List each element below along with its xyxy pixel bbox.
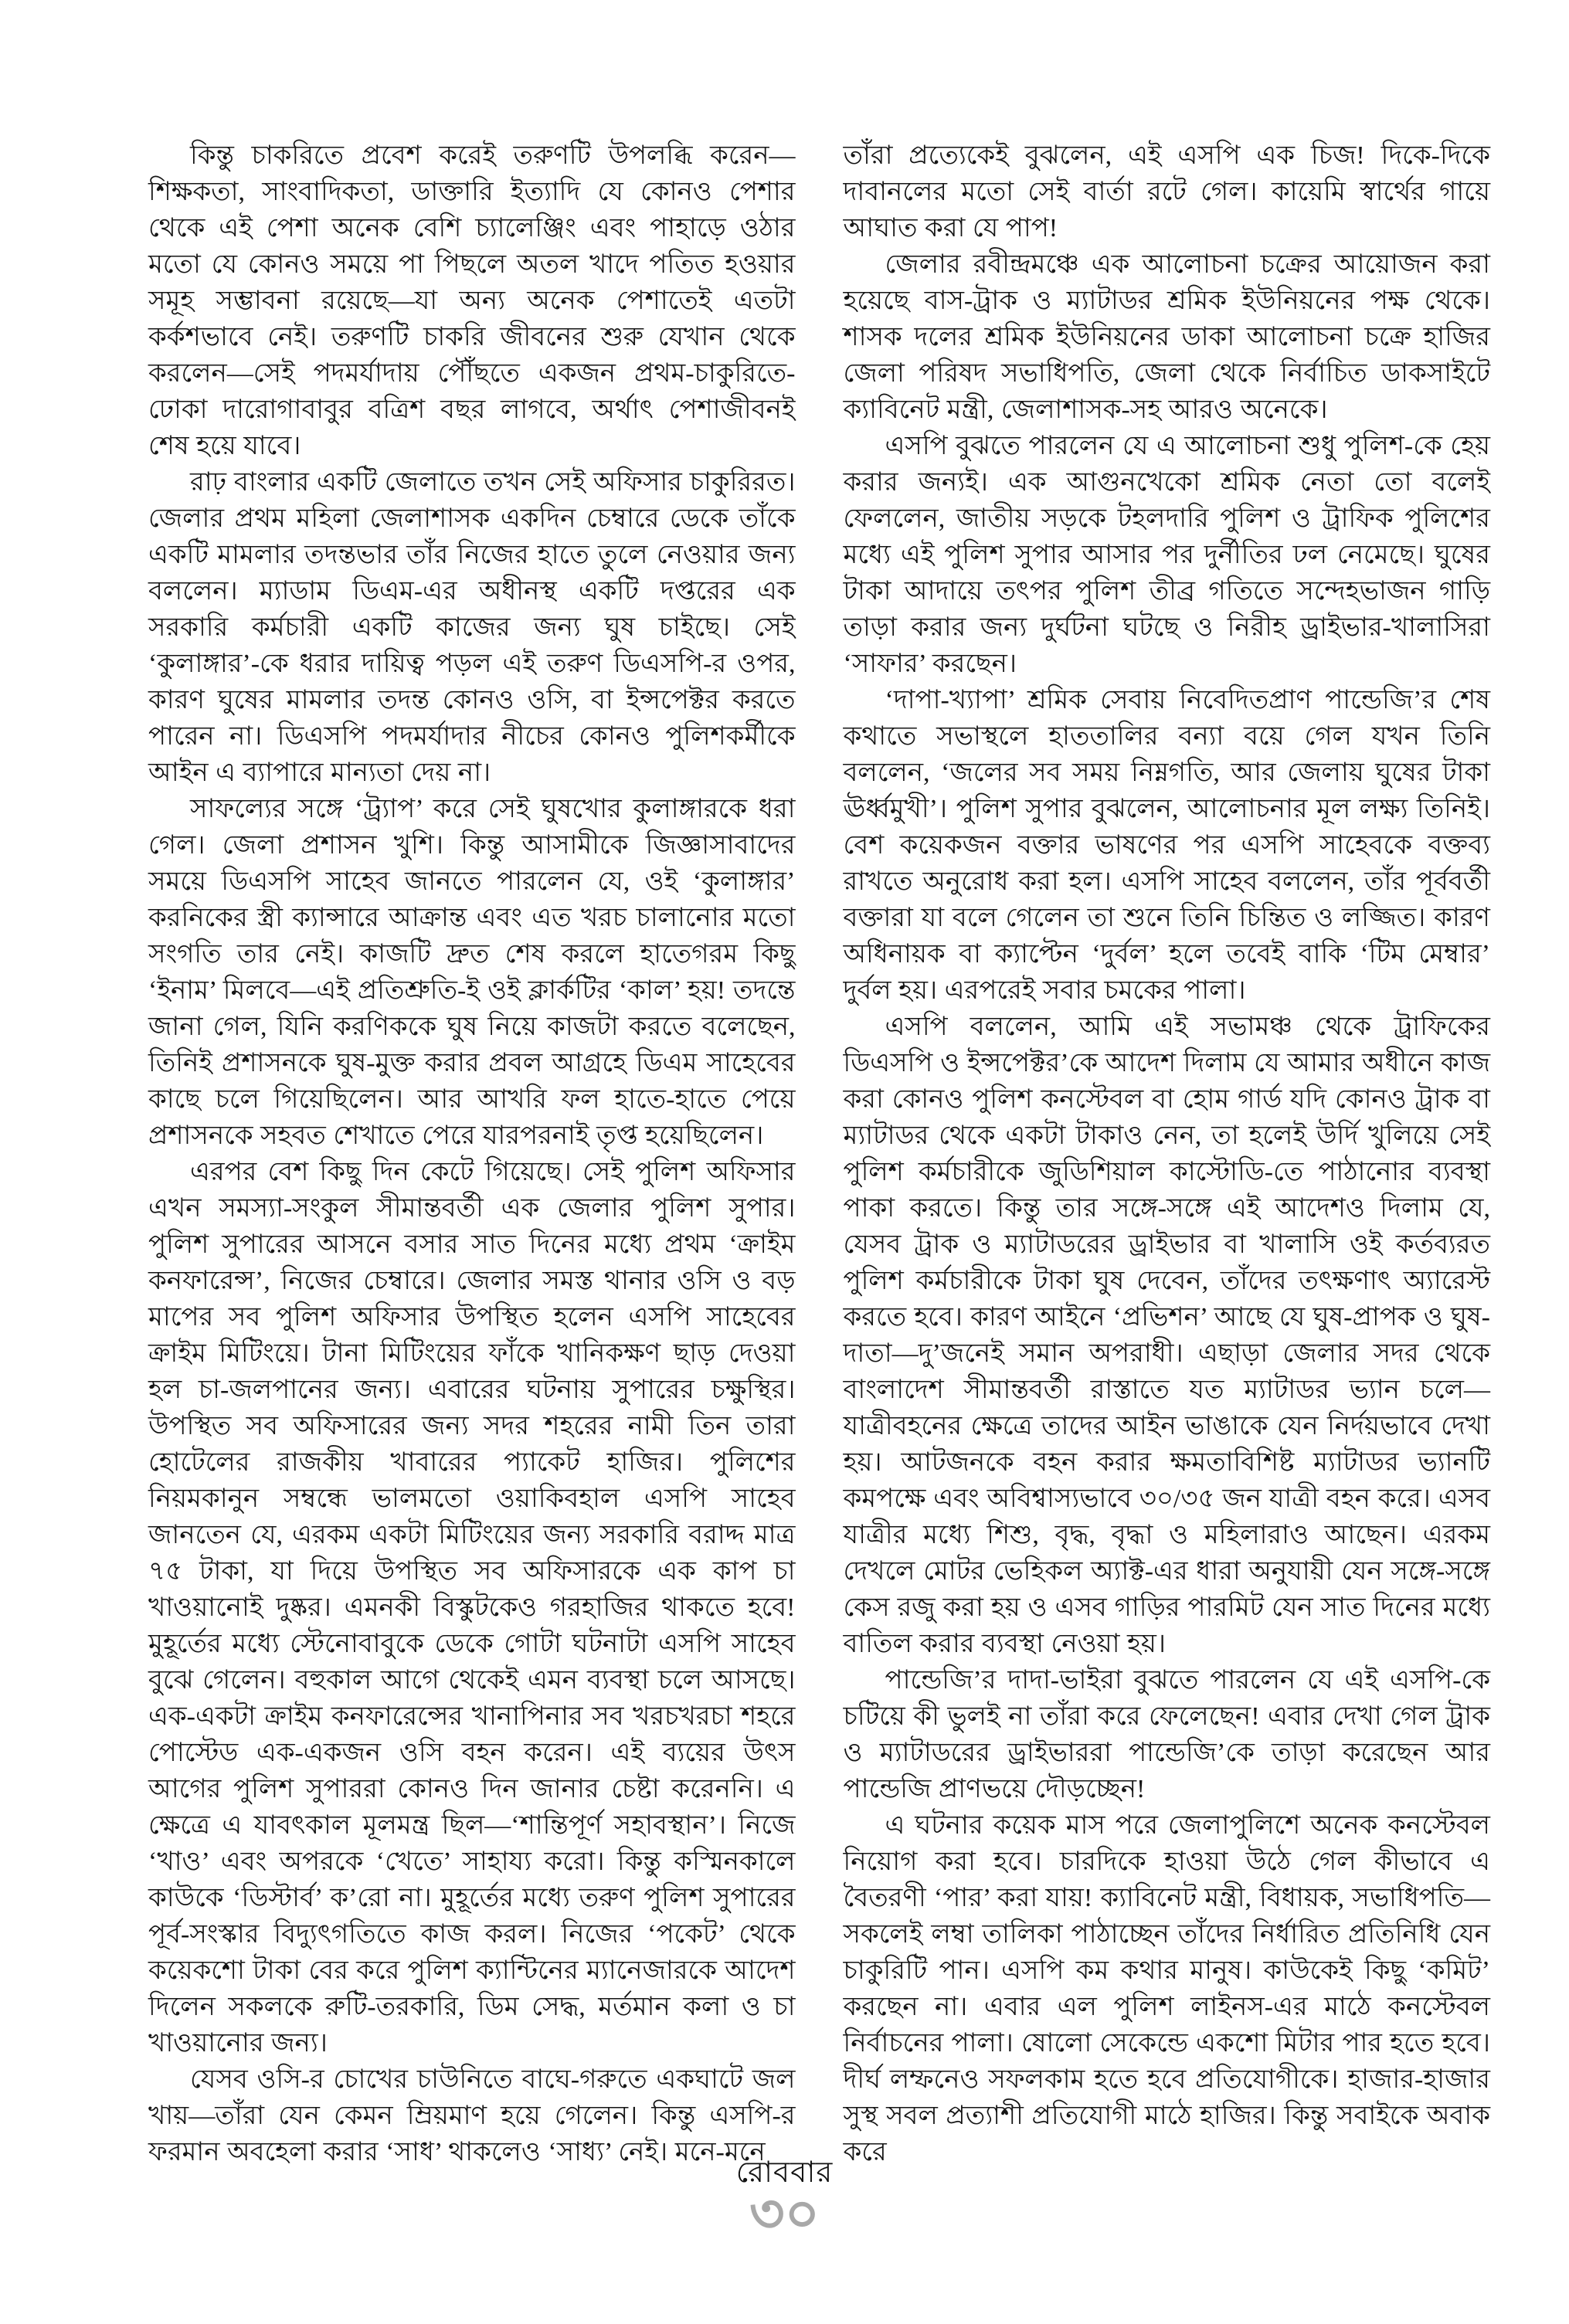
page-number: ৩০ (749, 2185, 820, 2244)
article-body (148, 137, 1490, 2166)
left-column (148, 137, 796, 2166)
paragraph: জেলার রবীন্দ্রমঞ্চে এক আলোচনা চক্রের আয়োজন করা হয়েছে বাস-ট্রাক ও ম্যাটাডর শ্রমিক ইউনিয়নের পক্ষ থেকে। শাসক দলের শ্রমিক ইউনিয়নের ডাকা আলোচনা চক্রে হাজির জেলা পরিষদ সভাধিপতি, জেলা থেকে নির্বাচিত ডাকসাইটে ক্যাবিনেট মন্ত্রী, জেলাশাসক-সহ আরও অনেকে। (843, 250, 1490, 424)
paragraph: সাফল্যের সঙ্গে ‘ট্র্যাপ’ করে সেই ঘুষখোর কুলাঙ্গারকে ধরা গেল। জেলা প্রশাসন খুশি। কিন্তু আসামীকে জিজ্ঞাসাবাদের সময়ে ডিএসপি সাহেব জানতে পারলেন যে, ওই ‘কুলাঙ্গার’ করনিকের স্ত্রী ক্যান্সারে আক্রান্ত এবং এত খরচ চালানোর মতো সংগতি তার নেই। কাজটি দ্রুত শেষ করলে হাতেগরম কিছু ‘ইনাম’ মিলবে—এই প্রতিশ্রুতি-ই ওই ক্লার্কটির ‘কাল’ হয়! তদন্তে জানা গেল, যিনি করণিককে ঘুষ নিয়ে কাজটা করতে বলেছেন, তিনিই প্রশাসনকে ঘুষ-মুক্ত করার প্রবল আগ্রহে ডিএম সাহেবের কাছে চলে গিয়েছিলেন। আর আখরি ফল হাতে-হাতে পেয়ে প্রশাসনকে সহবত শেখাতে পেরে যারপরনাই তৃপ্ত হয়েছিলেন। (148, 795, 796, 1150)
paragraph: ‘দাপা-খ্যাপা’ শ্রমিক সেবায় নিবেদিতপ্রাণ পান্ডেজি’র শেষ কথাতে সভাস্থলে হাততালির বন্যা বয়ে গেল যখন তিনি বললেন, ‘জলের সব সময় নিম্নগতি, আর জেলায় ঘুষের টাকা ঊর্ধ্বমুখী’। পুলিশ সুপার বুঝলেন, আলোচনার মূল লক্ষ্য তিনিই। বেশ কয়েকজন বক্তার ভাষণের পর এসপি সাহেবকে বক্তব্য রাখতে অনুরোধ করা হল। এসপি সাহেব বললেন, তাঁর পূর্ববর্তী বক্তারা যা বলে গেলেন তা শুনে তিনি চিন্তিত ও লজ্জিত। কারণ অধিনায়ক বা ক্যাপ্টেন ‘দুর্বল’ হলে তবেই বাকি ‘টিম মেম্বার’ দুর্বল হয়। এরপরেই সবার চমকের পালা। (843, 686, 1490, 1005)
paragraph: যেসব ওসি-র চোখের চাউনিতে বাঘে-গরুতে একঘাটে জল খায়—তাঁরা যেন কেমন ম্রিয়মাণ হয়ে গেলেন। কিন্তু এসপি-র ফরমান অবহেলা করার ‘সাধ’ থাকলেও ‘সাধ্য’ নেই। মনে-মনে (148, 2065, 796, 2166)
paragraph: এ ঘটনার কয়েক মাস পরে জেলাপুলিশে অনেক কনস্টেবল নিয়োগ করা হবে। চারদিকে হাওয়া উঠে গেল কীভাবে এ বৈতরণী ‘পার’ করা যায়! ক্যাবিনেট মন্ত্রী, বিধায়ক, সভাধিপতি—সকলেই লম্বা তালিকা পাঠাচ্ছেন তাঁদের নির্ধারিত প্রতিনিধি যেন চাকুরিটি পান। এসপি কম কথার মানুষ। কাউকেই কিছু ‘কমিট’ করছেন না। এবার এল পুলিশ লাইনস-এর মাঠে কনস্টেবল নির্বাচনের পালা। ষোলো সেকেন্ডে একশো মিটার পার হতে হবে। দীর্ঘ লম্ফনেও সফলকাম হতে হবে প্রতিযোগীকে। হাজার-হাজার সুস্থ সবল প্রত্যাশী প্রতিযোগী মাঠে হাজির। কিন্তু সবাইকে অবাক করে (843, 1811, 1490, 2166)
magazine-title: রোববার (735, 2156, 834, 2189)
paragraph: রাঢ় বাংলার একটি জেলাতে তখন সেই অফিসার চাকুরিরত। জেলার প্রথম মহিলা জেলাশাসক একদিন চেম্বারে ডেকে তাঁকে একটি মামলার তদন্তভার তাঁর নিজের হাতে তুলে নেওয়ার জন্য বললেন। ম্যাডাম ডিএম-এর অধীনস্থ একটি দপ্তরের এক সরকারি কর্মচারী একটি কাজের জন্য ঘুষ চাইছে। সেই ‘কুলাঙ্গার’-কে ধরার দায়িত্ব পড়ল এই তরুণ ডিএসপি-র ওপর, কারণ ঘুষের মামলার তদন্ত কোনও ওসি, বা ইন্সপেক্টর করতে পারেন না। ডিএসপি পদমর্যাদার নীচের কোনও পুলিশকর্মীকে আইন এ ব্যাপারে মান্যতা দেয় না। (148, 468, 796, 787)
paragraph: কিন্তু চাকরিতে প্রবেশ করেই তরুণটি উপলব্ধি করেন—শিক্ষকতা, সাংবাদিকতা, ডাক্তারি ইত্যাদি যে কোনও পেশার থেকে এই পেশা অনেক বেশি চ্যালেঞ্জিং এবং পাহাড়ে ওঠার মতো যে কোনও সময়ে পা পিছলে অতল খাদে পতিত হওয়ার সমূহ সম্ভাবনা রয়েছে—যা অন্য অনেক পেশাতেই এতটা কর্কশভাবে নেই। তরুণটি চাকরি জীবনের শুরু যেখান থেকে করলেন—সেই পদমর্যাদায় পৌঁছতে একজন প্রথম-চাকুরিতে-ঢোকা দারোগাবাবুর বত্রিশ বছর লাগবে, অর্থাৎ পেশাজীবনই শেষ হয়ে যাবে। (148, 141, 796, 460)
paragraph-continuation: তাঁরা প্রত্যেকেই বুঝলেন, এই এসপি এক চিজ! দিকে-দিকে দাবানলের মতো সেই বার্তা রটে গেল। কায়েমি স্বার্থের গায়ে আঘাত করা যে পাপ! (843, 141, 1490, 243)
right-column (843, 137, 1491, 2166)
paragraph: পান্ডেজি’র দাদা-ভাইরা বুঝতে পারলেন যে এই এসপি-কে চটিয়ে কী ভুলই না তাঁরা করে ফেলেছেন! এবার দেখা গেল ট্রাক ও ম্যাটাডরের ড্রাইভাররা পান্ডেজি’কে তাড়া করেছেন আর পান্ডেজি প্রাণভয়ে দৌড়চ্ছেন! (843, 1666, 1490, 1803)
page-footer (0, 2156, 1569, 2244)
paragraph: এরপর বেশ কিছু দিন কেটে গিয়েছে। সেই পুলিশ অফিসার এখন সমস্যা-সংকুল সীমান্তবর্তী এক জেলার পুলিশ সুপার। পুলিশ সুপারের আসনে বসার সাত দিনের মধ্যে প্রথম ‘ক্রাইম কনফারেন্স’, নিজের চেম্বারে। জেলার সমস্ত থানার ওসি ও বড় মাপের সব পুলিশ অফিসার উপস্থিত হলেন এসপি সাহেবের ক্রাইম মিটিংয়ে। টানা মিটিংয়ের ফাঁকে খানিকক্ষণ ছাড় দেওয়া হল চা-জলপানের জন্য। এবারের ঘটনায় সুপারের চক্ষুস্থির। উপস্থিত সব অফিসারের জন্য সদর শহরের নামী তিন তারা হোটেলের রাজকীয় খাবারের প্যাকেট হাজির। পুলিশের নিয়মকানুন সম্বন্ধে ভালমতো ওয়াকিবহাল এসপি সাহেব জানতেন যে, এরকম একটা মিটিংয়ের জন্য সরকারি বরাদ্দ মাত্র ৭৫ টাকা, যা দিয়ে উপস্থিত সব অফিসারকে এক কাপ চা খাওয়ানোই দুষ্কর। এমনকী বিস্কুটকেও গরহাজির থাকতে হবে! মুহূর্তের মধ্যে স্টেনোবাবুকে ডেকে গোটা ঘটনাটা এসপি সাহেব বুঝে গেলেন। বহুকাল আগে থেকেই এমন ব্যবস্থা চলে আসছে। এক-একটা ক্রাইম কনফারেন্সের খানাপিনার সব খরচখরচা শহরে পোস্টেড এক-একজন ওসি বহন করেন। এই ব্যয়ের উৎস আগের পুলিশ সুপাররা কোনও দিন জানার চেষ্টা করেননি। এ ক্ষেত্রে এ যাবৎকাল মূলমন্ত্র ছিল—‘শান্তিপূর্ণ সহাবস্থান’। নিজে ‘খাও’ এবং অপরকে ‘খেতে’ সাহায্য করো। কিন্তু কস্মিনকালে কাউকে ‘ডিস্টার্ব’ ক’রো না। মুহূর্তের মধ্যে তরুণ পুলিশ সুপারের পূর্ব-সংস্কার বিদ্যুৎগতিতে কাজ করল। নিজের ‘পকেট’ থেকে কয়েকশো টাকা বের করে পুলিশ ক্যান্টিনের ম্যানেজারকে আদেশ দিলেন সকলকে রুটি-তরকারি, ডিম সেদ্ধ, মর্তমান কলা ও চা খাওয়ানোর জন্য। (148, 1158, 796, 2058)
paragraph: এসপি বললেন, আমি এই সভামঞ্চ থেকে ট্রাফিকের ডিএসপি ও ইন্সপেক্টর’কে আদেশ দিলাম যে আমার অধীনে কাজ করা কোনও পুলিশ কনস্টেবল বা হোম গার্ড যদি কোনও ট্রাক বা ম্যাটাডর থেকে একটা টাকাও নেন, তা হলেই উর্দি খুলিয়ে সেই পুলিশ কর্মচারীকে জুডিশিয়াল কাস্টোডি-তে পাঠানোর ব্যবস্থা পাকা করতে। কিন্তু তার সঙ্গে-সঙ্গে এই আদেশও দিলাম যে, যেসব ট্রাক ও ম্যাটাডরের ড্রাইভার বা খালাসি ওই কর্তব্যরত পুলিশ কর্মচারীকে টাকা ঘুষ দেবেন, তাঁদের তৎক্ষণাৎ অ্যারেস্ট করতে হবে। কারণ আইনে ‘প্রভিশন’ আছে যে ঘুষ-প্রাপক ও ঘুষ-দাতা—দু’জনেই সমান অপরাধী। এছাড়া জেলার সদর থেকে বাংলাদেশ সীমান্তবর্তী রাস্তাতে যত ম্যাটাডর ভ্যান চলে—যাত্রীবহনের ক্ষেত্রে তাদের আইন ভাঙাকে যেন নির্দয়ভাবে দেখা হয়। আটজনকে বহন করার ক্ষমতাবিশিষ্ট ম্যাটাডর ভ্যানটি কমপক্ষে এবং অবিশ্বাস্যভাবে ৩০/৩৫ জন যাত্রী বহন করে। এসব যাত্রীর মধ্যে শিশু, বৃদ্ধ, বৃদ্ধা ও মহিলারাও আছেন। এরকম দেখলে মোটর ভেহিকল অ্যাক্ট-এর ধারা অনুযায়ী যেন সঙ্গে-সঙ্গে কেস রজু করা হয় ও এসব গাড়ির পারমিট যেন সাত দিনের মধ্যে বাতিল করার ব্যবস্থা নেওয়া হয়। (843, 1013, 1490, 1658)
paragraph: এসপি বুঝতে পারলেন যে এ আলোচনা শুধু পুলিশ-কে হেয় করার জন্যই। এক আগুনখেকো শ্রমিক নেতা তো বলেই ফেললেন, জাতীয় সড়কে টহলদারি পুলিশ ও ট্রাফিক পুলিশের মধ্যে এই পুলিশ সুপার আসার পর দুর্নীতির ঢল নেমেছে। ঘুষের টাকা আদায়ে তৎপর পুলিশ তীব্র গতিতে সন্দেহভাজন গাড়ি তাড়া করার জন্য দুর্ঘটনা ঘটছে ও নিরীহ ড্রাইভার-খালাসিরা ‘সাফার’ করছেন। (843, 432, 1490, 678)
